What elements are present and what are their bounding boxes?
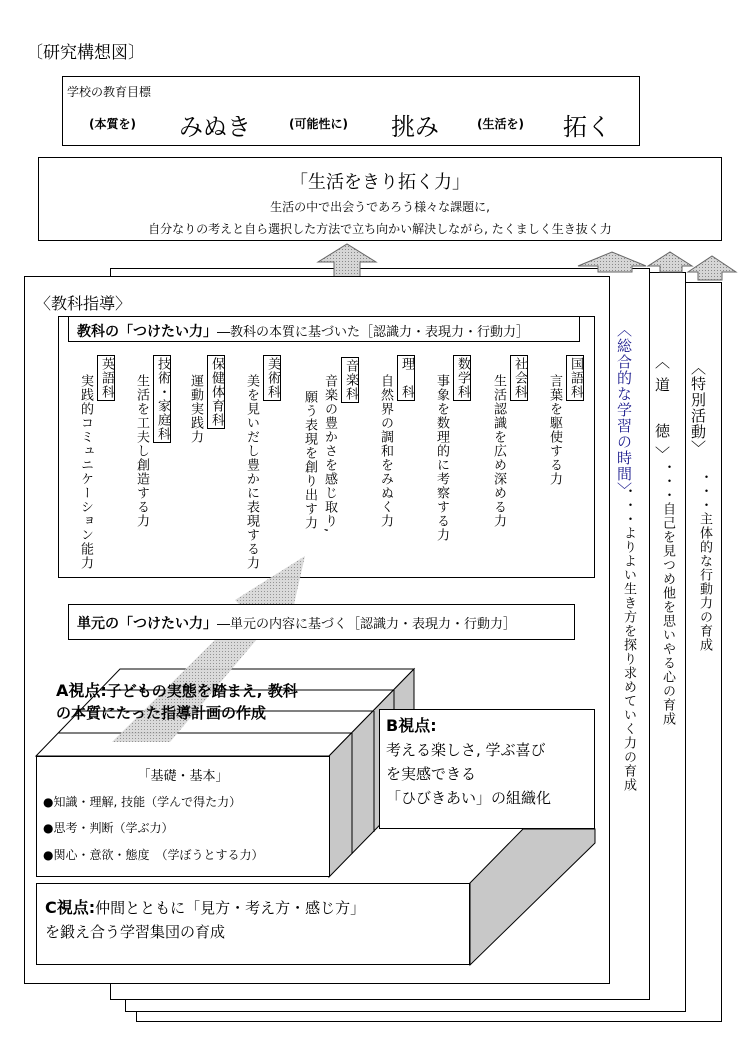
goal-big-2: 挑み <box>391 113 439 141</box>
viewpoint-a-line2: の本質にたった指導計画の作成 <box>56 704 267 722</box>
diagram-title: 〔研究構想図〕 <box>26 43 145 63</box>
subject-rika: 理 科 <box>399 357 414 399</box>
sougou-title: 〈総合的な学習の時間〉 <box>615 322 633 498</box>
subject-hoken: 保健体育科 <box>209 357 224 427</box>
subject-ongaku: 音楽科 <box>343 359 358 401</box>
doutoku-text: ・・・自己を見つめ他を思いやる心の育成 <box>660 460 675 726</box>
subject-gijutsu-text: 生活を工夫し創造する力 <box>134 374 149 528</box>
viewpoint-c-box <box>36 883 470 965</box>
sougou-text: ・・・よりよい生き方を探り求めていく力の育成 <box>621 484 636 792</box>
viewpoint-b-line3: 「ひびきあい」の組織化 <box>386 789 552 807</box>
subject-shakai-text: 生活認識を広め深める力 <box>491 374 506 528</box>
kyoka-heading: 〈教科指導〉 <box>35 294 132 313</box>
subject-rika-text: 自然界の調和をみぬく力 <box>378 374 393 528</box>
viewpoint-b-box <box>379 709 595 829</box>
doutoku-title: 〈道 徳〉 <box>653 354 671 469</box>
viewpoint-a-label: A視点: <box>56 681 107 700</box>
subject-ongaku-text: 音楽の豊かさを感じ取り, <box>322 374 337 534</box>
life-power-line1: 生活の中で出会うであろう様々な課題に, <box>270 200 490 214</box>
subject-sugaku-text: 事象を数理的に考察する力 <box>434 374 449 542</box>
unit-header-bold: 単元の「つけたい力」 <box>77 616 217 632</box>
unit-power-box <box>68 604 575 640</box>
kiso-item-2: ●思考・判断（学ぶ力） <box>43 821 174 835</box>
subject-header-bold: 教科の「つけたい力」 <box>77 324 217 340</box>
viewpoint-b-label: B視点: <box>386 716 437 735</box>
kiso-title: 「基礎・基本」 <box>137 769 229 784</box>
unit-header-rest: ―単元の内容に基づく［認識力・表現力・行動力］ <box>217 617 517 632</box>
goal-label: 学校の教育目標 <box>67 85 152 99</box>
subject-sugaku: 数学科 <box>455 357 470 399</box>
subject-shakai: 社会科 <box>512 357 527 399</box>
tokkatsu-text: ・・・主体的な行動力の育成 <box>697 470 712 652</box>
viewpoint-b-line2: を実感できる <box>386 765 477 783</box>
subject-ongaku-text2: 願う表現を創り出す力 <box>302 390 317 530</box>
viewpoint-b-line1: 考える楽しさ, 学ぶ喜び <box>386 741 546 759</box>
life-power-line2: 自分なりの考えと自ら選択した方法で立ち向かい解決しながら, たくましく生き抜く力 <box>148 222 612 236</box>
goal-big-3: 拓く <box>563 113 611 141</box>
tokkatsu-title: 〈特別活動〉 <box>689 360 707 456</box>
viewpoint-c-line2: を鍛え合う学習集団の育成 <box>45 923 226 941</box>
kiso-kihon-box <box>36 756 330 877</box>
goal-small-1: (本質を) <box>89 117 136 131</box>
subject-eigo-text: 実践的コミュニケーション能力 <box>78 374 93 570</box>
goal-small-2: (可能性に) <box>289 117 348 131</box>
goal-big-1: みぬき <box>179 113 251 141</box>
subject-hoken-text: 運動実践力 <box>188 374 203 444</box>
subject-kokugo-text: 言葉を駆使する力 <box>547 374 562 486</box>
subject-bijutsu: 美術科 <box>265 357 280 399</box>
viewpoint-a <box>56 680 298 724</box>
viewpoint-a-line1: 子どもの実態を踏まえ, 教科 <box>106 682 298 700</box>
viewpoint-c-line1: 仲間とともに「見方・考え方・感じ方」 <box>95 899 366 917</box>
goal-small-3: (生活を) <box>477 117 524 131</box>
kiso-item-1: ●知識・理解, 技能（学んで得た力） <box>43 795 242 809</box>
viewpoint-c-label: C視点: <box>45 898 96 917</box>
subject-eigo: 英語科 <box>99 357 114 399</box>
subject-bijutsu-text: 美を見いだし豊かに表現する力 <box>244 374 259 570</box>
subject-header-rest: ―教科の本質に基づいた［認識力・表現力・行動力］ <box>217 325 530 340</box>
life-power-title: 「生活をきり拓く力」 <box>290 172 470 193</box>
block-c-side <box>470 829 595 965</box>
kiso-item-3: ●関心・意欲・態度 （学ぼうとする力） <box>43 848 264 862</box>
subject-gijutsu: 技術・家庭科 <box>155 357 170 441</box>
subject-kokugo: 国語科 <box>568 357 583 399</box>
